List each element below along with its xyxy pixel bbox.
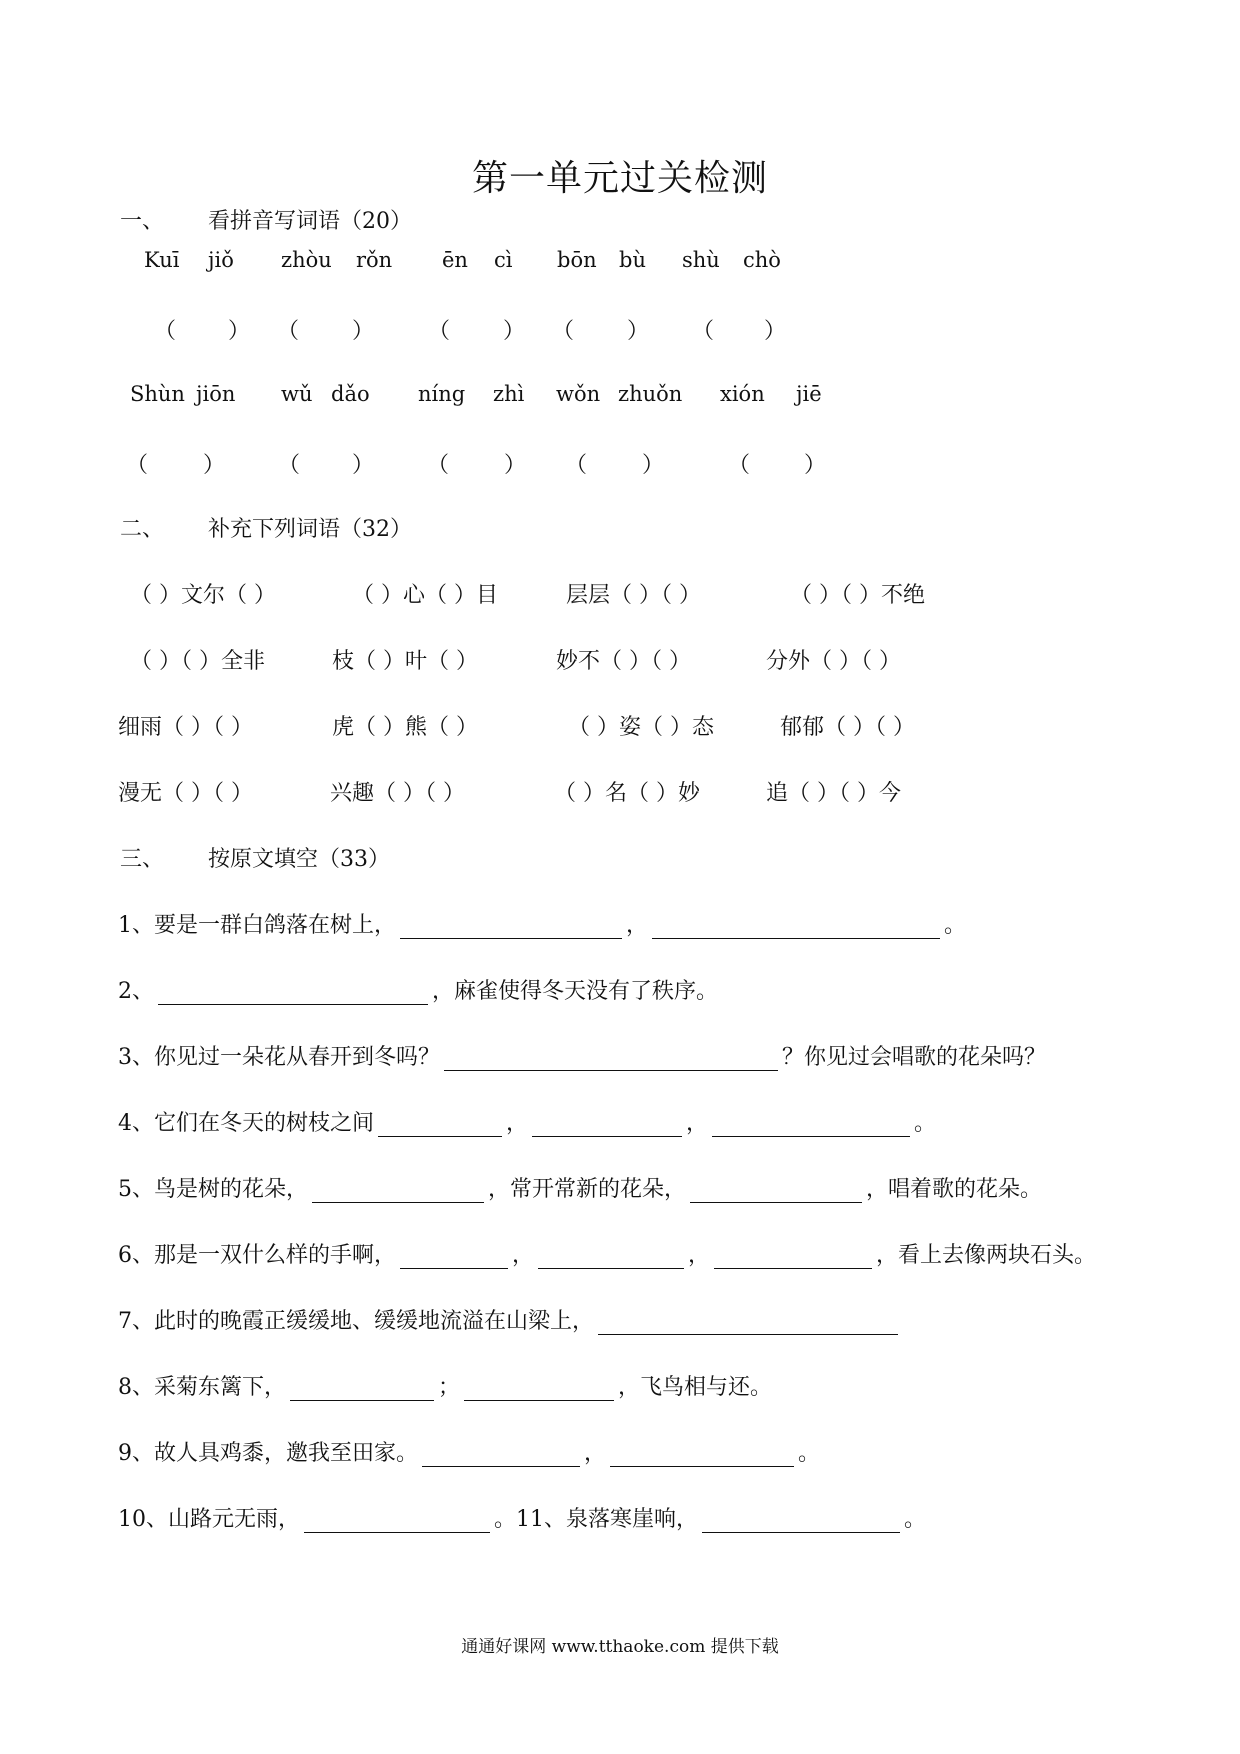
close-paren: ） [352, 453, 375, 478]
answer-blank[interactable] [158, 982, 428, 1005]
section-3-heading [120, 842, 620, 872]
pinyin-syllable: bōn [557, 248, 597, 272]
fill-question-4 [118, 1106, 936, 1137]
pinyin-syllable: Shùn [130, 382, 185, 406]
close-paren: ） [764, 319, 787, 344]
question-text: ， [688, 1243, 711, 1268]
open-paren: （ [728, 453, 751, 478]
pinyin-syllable: shù [682, 248, 720, 272]
question-text: ， [584, 1441, 607, 1466]
answer-blank[interactable] [290, 1378, 434, 1401]
idiom-item: 分外（ ）（ ） [766, 649, 901, 674]
question-text: 9、故人具鸡黍，邀我至田家。 [118, 1441, 418, 1466]
answer-blank[interactable] [464, 1378, 614, 1401]
open-paren: （ [552, 319, 575, 344]
pinyin-syllable: jiǒ [208, 248, 234, 272]
idiom-item: （ ）（ ）不绝 [790, 583, 925, 608]
answer-blank[interactable] [712, 1114, 910, 1137]
question-text: ，唱着歌的花朵。 [866, 1177, 1043, 1202]
section-3-title: 按原文填空（33） [208, 847, 390, 872]
idiom-item: （ ）心（ ）目 [352, 583, 498, 608]
answer-blank[interactable] [690, 1180, 862, 1203]
fill-question-2 [118, 974, 718, 1005]
close-paren: ） [504, 453, 527, 478]
idiom-item: （ ）名（ ）妙 [554, 781, 700, 806]
fill-question-9 [118, 1436, 820, 1467]
pinyin-syllable: cì [494, 248, 513, 272]
question-text: 10、山路元无雨， [118, 1507, 300, 1532]
answer-blank[interactable] [598, 1312, 898, 1335]
answer-blank[interactable] [532, 1114, 682, 1137]
section-2-heading [120, 512, 620, 542]
section-1-number: 一、 [120, 209, 165, 234]
idiom-item: 枝（ ）叶（ ） [332, 649, 478, 674]
question-text: ； [438, 1375, 461, 1400]
fill-question-10-11 [118, 1502, 926, 1533]
open-paren: （ [427, 453, 450, 478]
fill-question-6 [118, 1238, 1096, 1269]
question-text: ， [506, 1111, 529, 1136]
idiom-item: （ ）文尔（ ） [130, 583, 276, 608]
fill-question-3 [118, 1040, 1046, 1071]
question-text: ，常开常新的花朵， [488, 1177, 687, 1202]
question-text: ， [626, 913, 649, 938]
answer-blank[interactable] [444, 1048, 778, 1071]
question-text: ， [512, 1243, 535, 1268]
pinyin-syllable: níng [418, 382, 466, 406]
answer-blank[interactable] [714, 1246, 872, 1269]
footer-credit: 通通好课网 www.tthaoke.com 提供下载 [461, 1637, 779, 1657]
pinyin-syllable: zhòu [281, 248, 332, 272]
pinyin-syllable: jiōn [196, 382, 236, 406]
answer-blank[interactable] [378, 1114, 502, 1137]
idiom-item: 漫无（ ）（ ） [118, 781, 253, 806]
question-text: 。11、泉落寒崖响， [494, 1507, 698, 1532]
pinyin-syllable: dǎo [331, 382, 370, 406]
question-text: ，看上去像两块石头。 [876, 1243, 1097, 1268]
open-paren: （ [428, 319, 451, 344]
question-text: 。 [914, 1111, 937, 1136]
question-text: 4、它们在冬天的树枝之间 [118, 1111, 374, 1136]
close-paren: ） [642, 453, 665, 478]
idiom-item: 追（ ）（ ）今 [766, 781, 901, 806]
section-3-number: 三、 [120, 847, 165, 872]
close-paren: ） [352, 319, 375, 344]
pinyin-syllable: chò [743, 248, 781, 272]
pinyin-syllable: rǒn [356, 248, 393, 272]
idiom-item: （ ）姿（ ）态 [568, 715, 714, 740]
pinyin-syllable: xión [720, 382, 765, 406]
pinyin-syllable: ēn [442, 248, 468, 272]
answer-blank[interactable] [652, 916, 940, 939]
section-2-title: 补充下列词语（32） [208, 517, 412, 542]
question-text: 8、采菊东篱下， [118, 1375, 286, 1400]
question-text: 1、要是一群白鸽落在树上， [118, 913, 396, 938]
answer-blank[interactable] [422, 1444, 580, 1467]
close-paren: ） [228, 319, 251, 344]
question-text: 。 [904, 1507, 927, 1532]
pinyin-syllable: zhì [493, 382, 525, 406]
open-paren: （ [154, 319, 177, 344]
question-text: 2、 [118, 979, 154, 1004]
question-text: 7、此时的晚霞正缓缓地、缓缓地流溢在山梁上， [118, 1309, 594, 1334]
answer-blank[interactable] [400, 1246, 508, 1269]
idiom-item: 层层（ ）（ ） [566, 583, 701, 608]
open-paren: （ [565, 453, 588, 478]
answer-blank[interactable] [312, 1180, 484, 1203]
pinyin-syllable: Kuī [144, 248, 180, 272]
page-title: 第一单元过关检测 [471, 158, 768, 199]
question-text: 5、鸟是树的花朵， [118, 1177, 308, 1202]
open-paren: （ [126, 453, 149, 478]
open-paren: （ [278, 453, 301, 478]
fill-question-5 [118, 1172, 1042, 1203]
section-2-number: 二、 [120, 517, 165, 542]
close-paren: ） [503, 319, 526, 344]
close-paren: ） [203, 453, 226, 478]
question-text: 3、你见过一朵花从春开到冬吗？ [118, 1045, 440, 1070]
fill-question-1 [118, 908, 966, 939]
open-paren: （ [692, 319, 715, 344]
question-text: ，飞鸟相与还。 [618, 1375, 773, 1400]
question-text: 。 [944, 913, 967, 938]
idiom-item: 虎（ ）熊（ ） [332, 715, 478, 740]
answer-blank[interactable] [304, 1510, 490, 1533]
question-text: ，麻雀使得冬天没有了秩序。 [432, 979, 719, 1004]
pinyin-syllable: zhuǒn [618, 382, 683, 406]
section-1-title: 看拼音写词语（20） [208, 209, 412, 234]
open-paren: （ [277, 319, 300, 344]
answer-blank[interactable] [610, 1444, 794, 1467]
question-text: 6、那是一双什么样的手啊， [118, 1243, 396, 1268]
answer-blank[interactable] [400, 916, 622, 939]
section-1-heading [120, 204, 620, 234]
fill-question-7 [118, 1304, 902, 1335]
close-paren: ） [627, 319, 650, 344]
close-paren: ） [804, 453, 827, 478]
idiom-item: 妙不（ ）（ ） [556, 649, 691, 674]
idiom-item: 郁郁（ ）（ ） [780, 715, 915, 740]
answer-blank[interactable] [702, 1510, 900, 1533]
answer-blank[interactable] [538, 1246, 684, 1269]
fill-question-8 [118, 1370, 772, 1401]
idiom-item: （ ）（ ）全非 [130, 649, 265, 674]
pinyin-syllable: jiē [796, 382, 822, 406]
question-text: ， [686, 1111, 709, 1136]
pinyin-syllable: bù [619, 248, 646, 272]
pinyin-syllable: wǔ [281, 382, 313, 406]
idiom-item: 兴趣（ ）（ ） [330, 781, 465, 806]
question-text: 。 [798, 1441, 821, 1466]
idiom-item: 细雨（ ）（ ） [118, 715, 253, 740]
pinyin-syllable: wǒn [556, 382, 601, 406]
question-text: ？你见过会唱歌的花朵吗？ [782, 1045, 1047, 1070]
